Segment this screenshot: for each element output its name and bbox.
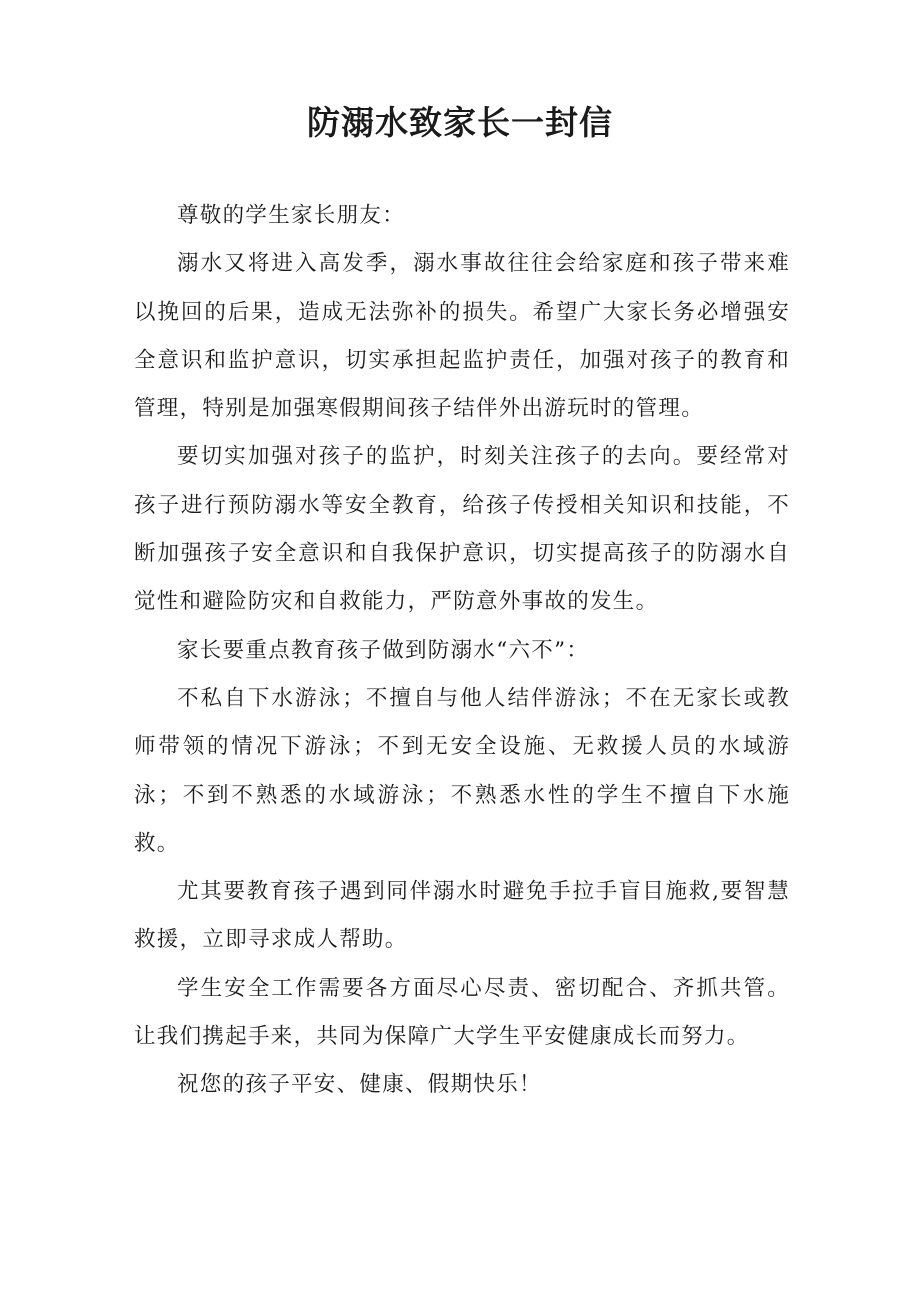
document-title: 防溺水致家长一封信: [307, 103, 613, 142]
closing-wish: 祝您的孩子平安、健康、假期快乐！: [177, 1072, 542, 1098]
paragraph-rescue-advice: 尤其要教育孩子遇到同伴溺水时避免手拉手盲目施救,要智慧救援，立即寻求成人帮助。: [134, 879, 790, 953]
paragraph-cooperation: 学生安全工作需要各方面尽心尽责、密切配合、齐抓共管。让我们携起手来，共同为保障广大学生平安健康成长而努力。: [134, 975, 790, 1050]
paragraph-six-nos-intro: 家长要重点教育孩子做到防溺水“六不”：: [177, 637, 590, 663]
salutation: 尊敬的学生家长朋友：: [177, 203, 406, 228]
paragraph-drowning-season: 溺水又将进入高发季，溺水事故往往会给家庭和孩子带来难以挽回的后果，造成无法弥补的损失。希望广大家长务必增强安全意识和监护意识，切实承担起监护责任，加强对孩子的教育和管理，特别是加强寒假期间孩子结伴外出游玩时的管理。: [134, 251, 790, 422]
letter-body: [134, 192, 790, 1110]
paragraph-six-nos-list: 不私自下水游泳；不擅自与他人结伴游泳；不在无家长或教师带领的情况下游泳；不到无安全设施、无救援人员的水域游泳；不到不熟悉的水域游泳；不熟悉水性的学生不擅自下水施救。: [134, 685, 790, 856]
paragraph-supervision: 要切实加强对孩子的监护，时刻关注孩子的去向。要经常对孩子进行预防溺水等安全教育，给孩子传授相关知识和技能，不断加强孩子安全意识和自我保护意识，切实提高孩子的防溺水自觉性和避险防灾和自救能力，严防意外事故的发生。: [134, 444, 790, 615]
